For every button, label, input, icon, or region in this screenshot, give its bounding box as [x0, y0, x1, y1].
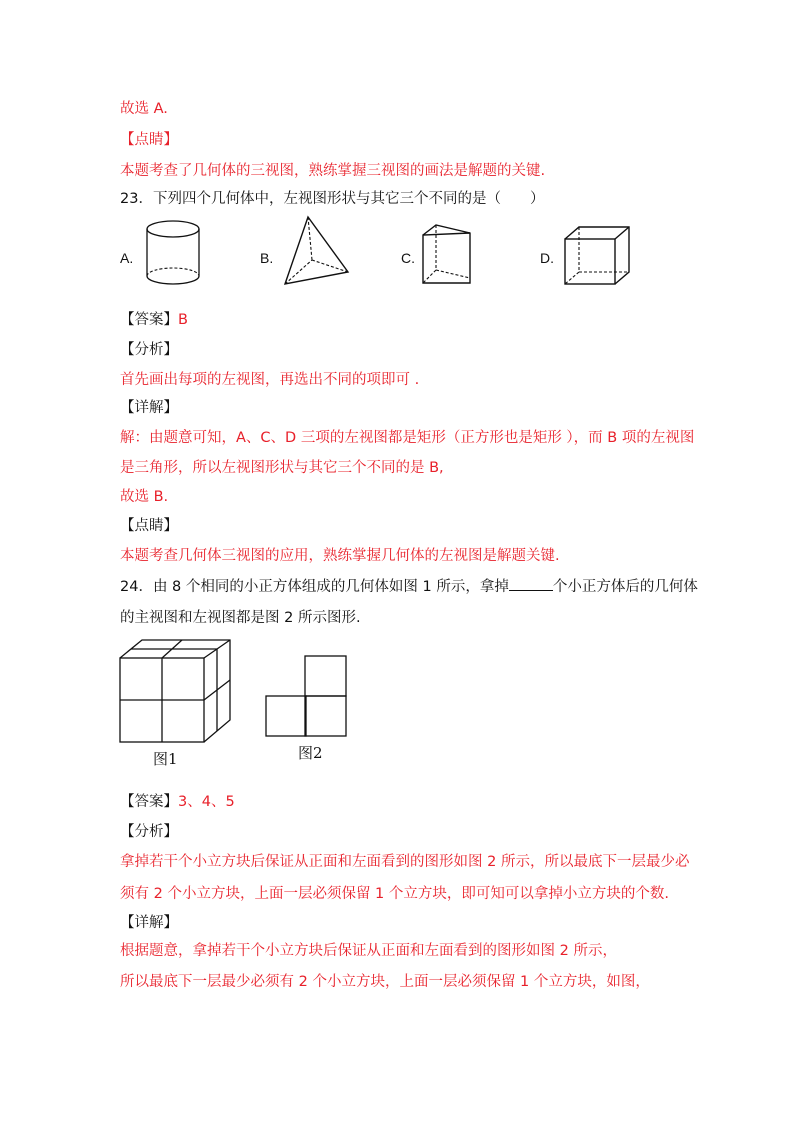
q24-analysis-line1: 拿掉若干个小立方块后保证从正面和左面看到的图形如图 2 所示，所以最底下一层最少必 [120, 854, 690, 870]
q24-stem-line1 [120, 577, 698, 597]
prev-tip-label: 【点睛】 [120, 132, 178, 148]
q23-stem: 23．下列四个几何体中，左视图形状与其它三个不同的是（ ） [120, 191, 545, 207]
q23-tip-text: 本题考查几何体三视图的应用，熟练掌握几何体的左视图是解题关键. [120, 548, 560, 564]
figure-2-view [264, 654, 350, 738]
q24-detail-line1: 根据题意，拿掉若干个小立方块后保证从正面和左面看到的图形如图 2 所示， [120, 943, 617, 959]
triangular-prism-figure [418, 220, 478, 288]
q24-stem-part1: 24．由 8 个相同的小正方体组成的几何体如图 1 所示，拿掉 [120, 579, 509, 595]
figure-2-caption: 图2 [298, 744, 323, 762]
q23-conclusion: 故选 B. [120, 489, 169, 505]
q23-analysis-text: 首先画出每项的左视图，再选出不同的项即可 . [120, 372, 420, 388]
q24-answer-value: 3、4、5 [178, 794, 235, 810]
q24-stem-part2: 个小正方体后的几何体 [552, 579, 698, 595]
answer-blank [509, 578, 553, 591]
q23-detail-line1: 解：由题意可知，A、C、D 三项的左视图都是矩形（正方形也是矩形 ），而 B 项的左视图 [120, 430, 695, 446]
triangular-pyramid-figure [280, 212, 355, 290]
q23-detail-label: 【详解】 [120, 400, 178, 416]
q24-answer [120, 792, 235, 812]
q23-option-a-label: A. [120, 250, 134, 266]
cube-figure [560, 222, 635, 288]
q23-option-d-label: D. [540, 250, 554, 266]
q24-detail-label: 【详解】 [120, 915, 178, 931]
q23-option-b-label: B. [260, 250, 274, 266]
q24-analysis-line2: 须有 2 个小立方块，上面一层必须保留 1 个立方块，即可知可以拿掉小立方块的个数. [120, 886, 669, 902]
q23-option-c-label: C. [401, 250, 415, 266]
q23-analysis-label: 【分析】 [120, 342, 178, 358]
q23-answer [120, 310, 188, 330]
prev-conclusion: 故选 A. [120, 101, 168, 117]
q24-analysis-label: 【分析】 [120, 824, 178, 840]
q24-answer-label: 【答案】 [120, 794, 178, 810]
cylinder-figure [140, 218, 210, 288]
q23-answer-label: 【答案】 [120, 312, 178, 328]
prev-tip-text: 本题考查了几何体的三视图，熟练掌握三视图的画法是解题的关键. [120, 163, 546, 179]
q23-tip-label: 【点睛】 [120, 518, 178, 534]
figure-1-caption: 图1 [153, 750, 178, 768]
figure-1-cube-stack [118, 636, 242, 748]
q24-stem-line2: 的主视图和左视图都是图 2 所示图形. [120, 610, 361, 626]
q23-answer-value: B [178, 312, 188, 328]
q23-detail-line2: 是三角形，所以左视图形状与其它三个不同的是 B, [120, 460, 444, 476]
q24-detail-line2: 所以最底下一层最少必须有 2 个小立方块，上面一层必须保留 1 个立方块，如图， [120, 974, 650, 990]
